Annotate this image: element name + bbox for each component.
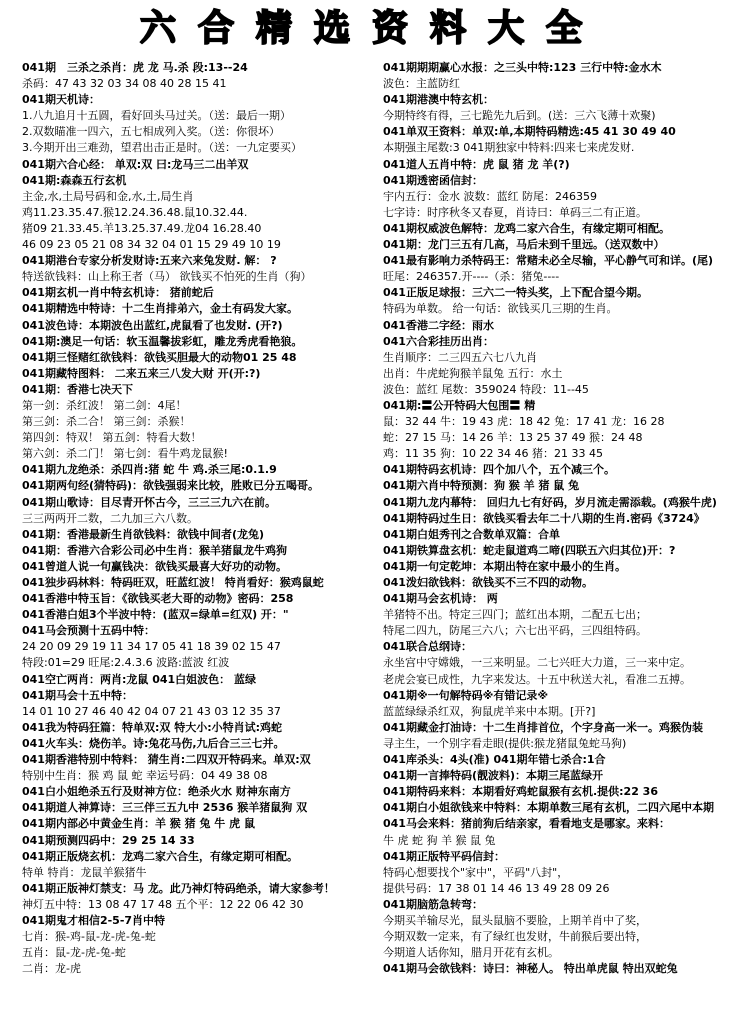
left-line: 神灯五中特：13 08 47 17 48 五个平：12 22 06 42 30 bbox=[22, 897, 304, 911]
left-line: 041期鬼才相信2-5-7肖中特 bbox=[22, 913, 166, 927]
right-line: 今期道人话你知，腊月开花有玄机。 bbox=[383, 946, 559, 960]
left-line: 041期六合心经： 单双:双 曰:龙马三二出羊双 bbox=[22, 157, 249, 171]
left-line: 第一剑：杀红波！ 第二剑：4尾！ bbox=[22, 398, 187, 412]
right-line: 041期权威波色解特：龙鸡二家六合生，有缘定期可相配。 bbox=[383, 221, 670, 235]
left-line: 特送欲钱料：山上称王者（马） 欲钱买不怕死的生肖（狗） bbox=[22, 270, 312, 284]
right-line: 特尾二四九，防尾三六八；六七出平码，三四组特码。 bbox=[383, 624, 647, 638]
left-line: 鸡11.23.35.47.猴12.24.36.48.鼠10.32.44. bbox=[22, 205, 248, 219]
left-line: 041空亡两肖：两肖:龙鼠 041白姐波色： 蓝绿 bbox=[22, 672, 256, 686]
right-line: 041期正版特平码信封： bbox=[383, 849, 505, 863]
right-line: 041期脑筋急转弯： bbox=[383, 897, 483, 911]
left-line: 1.八九追月十五圆，看好回头马过关。（送：最后一期） bbox=[22, 109, 291, 123]
right-line: 生肖顺序：二三四五六七八九肖 bbox=[383, 350, 537, 364]
left-line: 041期九龙绝杀：杀四肖:猪 蛇 牛 鸡.杀三尾:0.1.9 bbox=[22, 463, 277, 477]
right-line: 041期九龙内幕特： 回归九七有好码，岁月流走需添载。(鸡猴牛虎) bbox=[383, 495, 717, 509]
right-line: 041期※一句解特码※有错记录※ bbox=[383, 688, 549, 702]
right-line: 蛇：27 15 马：14 26 羊：13 25 37 49 猴：24 48 bbox=[383, 431, 643, 445]
left-line: 041期:森森五行玄机 bbox=[22, 173, 127, 187]
left-line: 041期道人神算诗：三三伴三五九中 2536 猴羊猪鼠狗 双 bbox=[22, 801, 308, 815]
left-line: 七肖：猴-鸡-鼠-龙-虎-兔-蛇 bbox=[22, 930, 156, 944]
right-line: 041期铁算盘玄机：蛇走鼠道鸡二啼(四联五六归其位)开：? bbox=[383, 543, 676, 557]
left-line: 041期：香港最新生肖欲钱料：欲钱中间者(龙兔) bbox=[22, 527, 265, 541]
left-line: 041香港白姐3个半波中特：(蓝双=绿单=红双) 开：" bbox=[22, 608, 289, 622]
right-line: 出肖：牛虎蛇狗猴羊鼠兔 五行：水土 bbox=[383, 366, 563, 380]
left-line: 特单 特肖：龙鼠羊猴猪牛 bbox=[22, 865, 147, 879]
right-line: 牛 虎 蛇 狗 羊 猴 鼠 兔 bbox=[383, 833, 496, 847]
left-line: 041期山歌诗：目尽青开怀古今，三三三九六在前。 bbox=[22, 495, 276, 509]
right-line: 041期特码来料：本期看好鸡蛇鼠猴有玄机.提供:22 36 bbox=[383, 785, 658, 799]
left-line: 041期马会十五中特： bbox=[22, 688, 133, 702]
right-line: 041期藏金打油诗：十二生肖排首位，个字身高一米一。鸡猴伪装 bbox=[383, 720, 703, 734]
left-line: 041期香港特别中特料： 猜生肖:二四双开特码来。单双:双 bbox=[22, 753, 311, 767]
left-line: 041期两句经(猜特码)：欲钱强弱来比较，胜败已分五喝哥。 bbox=[22, 479, 320, 493]
left-line: 041马会预测十五码中特： bbox=[22, 624, 155, 638]
left-line: 三三两两开二数，二九加三六八数。 bbox=[22, 511, 198, 525]
right-line: 老虎会宴已成性，九字来发达。十五中秋送大礼，看准二五搏。 bbox=[383, 672, 691, 686]
right-line: 041马会来料：猪前狗后结亲家，看看地支是哪家。来料： bbox=[383, 817, 670, 831]
left-line: 第六剑：杀二门！ 第七剑：看牛鸡龙鼠猴! bbox=[22, 447, 228, 461]
left-line: 杀码：47 43 32 03 34 08 40 28 15 41 bbox=[22, 77, 227, 91]
right-line: 041泼妇欲钱料：欲钱买不三不四的动物。 bbox=[383, 576, 593, 589]
right-line: 041期一句定乾坤：本期出特在家中最小的生肖。 bbox=[383, 559, 626, 573]
right-line: 鼠：32 44 牛：19 43 虎：18 42 兔：17 41 龙：16 28 bbox=[383, 415, 665, 429]
left-line: 041期：香港六合彩公司必中生肖：猴羊猪鼠龙牛鸡狗 bbox=[22, 543, 287, 557]
left-line: 041期港台专家分析发财诗:五来六来兔发财. 解： ? bbox=[22, 254, 277, 268]
right-line: 041期透密函信封： bbox=[383, 173, 483, 187]
right-line: 041期特码过生日：欲钱买看去年二十八期的生肖.密码《3724》 bbox=[383, 511, 705, 525]
left-line: 二肖：龙-虎 bbox=[22, 962, 81, 976]
right-line: 041六合彩挂历出肖： bbox=[383, 334, 494, 348]
left-line: 041我为特码狂篇：特单双:双 特大小:小特肖试:鸡蛇 bbox=[22, 720, 282, 734]
left-line: 第三剑：杀二合！ 第三剑：杀猴！ bbox=[22, 415, 191, 429]
right-line: 041期白姐秀刊之合数单双篇：合单 bbox=[383, 527, 560, 541]
right-line: 041正版足球报：三六二一特头奖，上下配合望今期。 bbox=[383, 286, 648, 300]
left-line: 041白小姐绝杀五行及财神方位：绝杀火水 财神东南方 bbox=[22, 785, 291, 799]
right-line: 041期特码玄机诗：四个加八个，五个减三个。 bbox=[383, 463, 615, 477]
right-line: 波色：主蓝防红 bbox=[383, 77, 460, 91]
right-line: 本期强主尾数:3 041期独家中特料:四来七来虎发财. bbox=[383, 141, 635, 155]
left-line: 041火车头：烧伤羊。诗:兔花马伤,九后合三三七并。 bbox=[22, 736, 285, 750]
right-line: 永坐宫中守嫦娥，一三来明显。二七兴旺大力道，三一来中定。 bbox=[383, 656, 691, 670]
right-line: 041期六肖中特预测：狗 猴 羊 猪 鼠 兔 bbox=[383, 479, 580, 493]
page-title: 六合精选资料大全 bbox=[139, 7, 604, 49]
left-line: 041期正版烧玄机：龙鸡二家六合生，有缘定期可相配。 bbox=[22, 849, 298, 863]
right-line: 041单双王资料：单双:单,本期特码精选:45 41 30 49 40 bbox=[383, 125, 676, 139]
left-line: 041期天机诗： bbox=[22, 93, 100, 107]
right-line: 羊猪特不出。特定三四门；蓝红出本期，二配五七出； bbox=[383, 608, 647, 622]
left-line: 特段:01=29 旺尾:2.4.3.6 波路:蓝波 红波 bbox=[22, 656, 230, 670]
right-line: 041期马会玄机诗： 两 bbox=[383, 592, 498, 606]
left-line: 041期藏特图料： 二来五来三八发大财 开(开:?) bbox=[22, 366, 261, 380]
left-line: 041期玄机一肖中特玄机诗： 猪前蛇后 bbox=[22, 286, 214, 300]
left-line: 041曾道人说一句赢钱决：欲钱买最喜大好功的动物。 bbox=[22, 559, 287, 573]
left-line: 041波色诗：本期波色出蓝红,虎鼠看了也发财. (开?) bbox=[22, 318, 283, 332]
left-line: 46 09 23 05 21 08 34 32 04 01 15 29 49 10 19 bbox=[22, 238, 281, 252]
left-line: 041期内部必中黄金生肖：羊 猴 猪 兔 牛 虎 鼠 bbox=[22, 817, 255, 831]
left-line: 猪09 21.33.45.羊13.25.37.49.龙04 16.28.40 bbox=[22, 221, 262, 235]
right-line: 041联合总纲诗： bbox=[383, 640, 472, 654]
right-line: 提供号码：17 38 01 14 46 13 49 28 09 26 bbox=[383, 881, 610, 895]
left-line: 14 01 10 27 46 40 42 04 07 21 43 03 12 35 37 bbox=[22, 704, 281, 718]
left-line: 041期精选中特诗：十二生肖排弟六，金土有码发大家。 bbox=[22, 302, 298, 316]
right-line: 今期特终有得，三七跪先九后到。(送：三六飞薄十欢聚) bbox=[383, 109, 656, 123]
left-line: 041期 三杀之杀肖：虎 龙 马.杀 段:13--24 bbox=[22, 61, 248, 74]
right-line: 寻主生，一个别字看走眼(提供:猴龙猪鼠兔蛇马狗) bbox=[383, 736, 627, 750]
right-line: 041道人五肖中特：虎 鼠 猪 龙 羊(?) bbox=[383, 157, 570, 171]
left-line: 特别中生肖：猴 鸡 鼠 蛇 幸运号码：04 49 38 08 bbox=[22, 769, 268, 783]
right-line: 旺尾：246357.开----（杀：猪兔---- bbox=[383, 270, 560, 284]
right-line: 蓝蓝绿绿杀红双，狗鼠虎羊来中本期。[开?] bbox=[383, 704, 596, 718]
left-line: 041期预测四码中：29 25 14 33 bbox=[22, 833, 195, 847]
right-line: 041期港澳中特玄机： bbox=[383, 93, 494, 107]
right-line: 041期：龙门三五有几高，马后未到千里远。（送双数中） bbox=[383, 238, 665, 252]
right-line: 041期:〓公开特码大包围〓 精 bbox=[383, 398, 536, 412]
left-line: 24 20 09 29 19 11 34 17 05 41 18 39 02 15 47 bbox=[22, 640, 281, 654]
right-line: 041期一言捧特码(靓波料)：本期三尾蓝绿开 bbox=[383, 769, 604, 783]
right-line: 鸡：11 35 狗：10 22 34 46 猪：21 33 45 bbox=[383, 447, 603, 461]
right-line: 宇内五行：金水 波数：蓝红 防尾：246359 bbox=[383, 189, 597, 203]
right-line: 041最有影响力杀特码王：常赌未必全尽输，平心静气可和详。(尾) bbox=[383, 254, 714, 268]
right-line: 特码心想要找个"家中"，平码"八封"， bbox=[383, 865, 569, 879]
left-column bbox=[22, 60, 374, 977]
left-line: 五肖：鼠-龙-虎-兔-蛇 bbox=[22, 946, 126, 960]
left-line: 第四剑：特双！ 第五剑：特看大数！ bbox=[22, 431, 202, 445]
right-line: 七字诗：时序秋冬又春夏，肖诗曰：单码三二有正道。 bbox=[383, 205, 647, 219]
left-line: 主金,水,土局号码和金,水,土,局生肖 bbox=[22, 189, 194, 203]
right-line: 今期买羊输尽光，鼠头鼠脑不要脸，上期羊肖中了奖， bbox=[383, 913, 647, 927]
left-line: 3.今期开出三难劲，望君出击正是时。（送：一九定要买） bbox=[22, 141, 302, 155]
left-line: 041期:澳足一句话：软玉温馨拔彩虹，雕龙秀虎看艳狼。 bbox=[22, 334, 303, 348]
right-line: 今期双数一定来，有了绿红也发财，牛前猴后要出特， bbox=[383, 930, 647, 944]
left-line: 041期：香港七决天下 bbox=[22, 382, 133, 396]
right-line: 041期白小姐欲钱来中特料：本期单数三尾有玄机，二四六尾中本期 bbox=[383, 801, 714, 815]
right-line: 波色：蓝红 尾数：359024 特段：11--45 bbox=[383, 382, 589, 396]
right-line: 特码为单数。 给一句话：欲钱买几三期的生肖。 bbox=[383, 302, 618, 316]
right-column bbox=[383, 60, 741, 977]
right-line: 041香港二字经：雨水 bbox=[383, 318, 494, 332]
left-line: 2.双数瞄准一四六，五七相成列入奖。（送：你很坏） bbox=[22, 125, 280, 139]
right-line: 041库杀头：4头(准) 041期年错七杀合:1合 bbox=[383, 753, 606, 767]
left-line: 041香港中特玉旨：《欲钱买老大哥的动物》密码：258 bbox=[22, 592, 294, 606]
left-line: 041期正版神灯禁支：马 龙。此乃神灯特码绝杀，请大家参考！ bbox=[22, 881, 335, 895]
left-line: 041期三怪赌红欲钱料：欲钱买胆最大的动物01 25 48 bbox=[22, 350, 297, 364]
left-line: 041独步码林料：特码旺双，旺蓝红波！ 特肖看好：猴鸡鼠蛇 bbox=[22, 576, 324, 589]
right-line: 041期期期赢心水报：之三头中特:123 三行中特:金水木 bbox=[383, 61, 662, 74]
right-line: 041期马会欲钱料：诗曰：神秘人。 特出单虎鼠 特出双蛇兔 bbox=[383, 962, 678, 976]
